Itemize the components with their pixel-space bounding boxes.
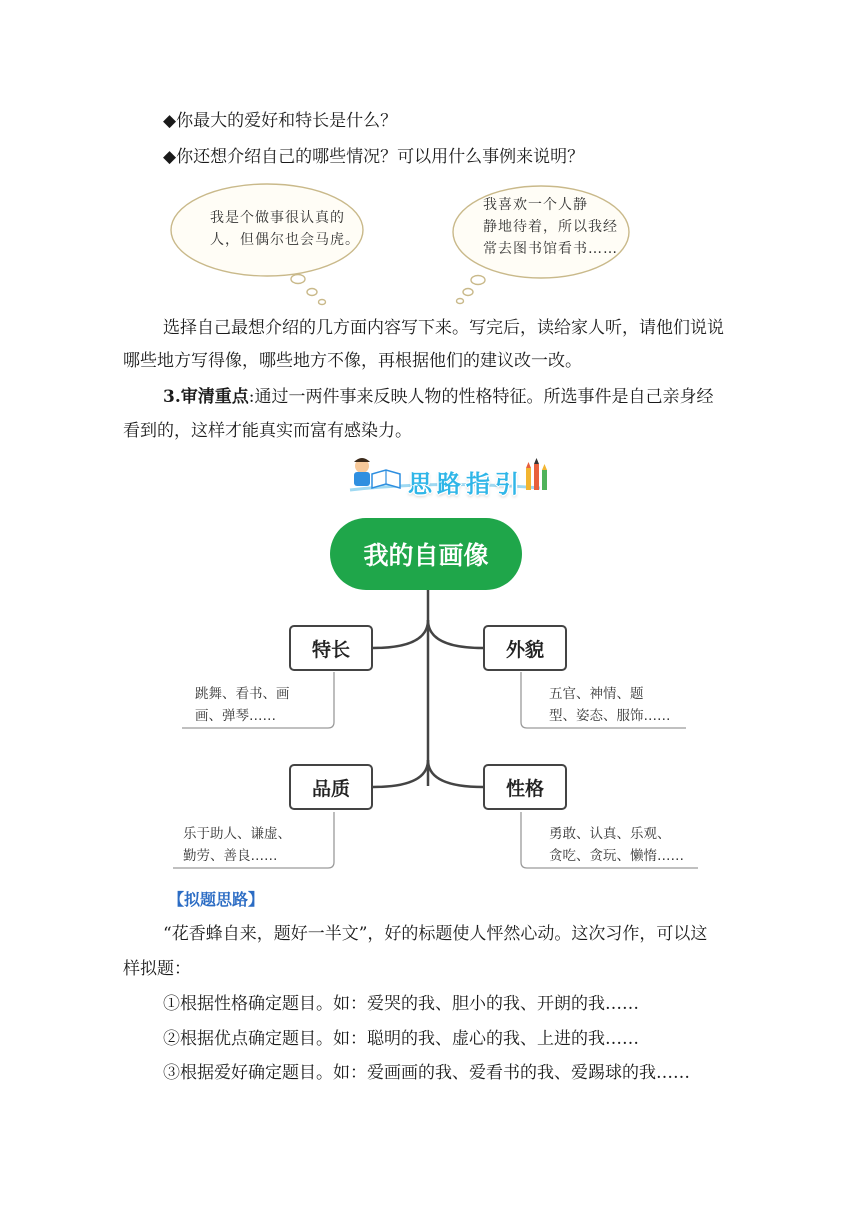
focus-number: 3. [163, 387, 181, 407]
focus-text: :通过一两件事来反映人物的性格特征。所选事件是自己亲身经 [248, 387, 714, 407]
mindmap-node-character: 品质 [289, 764, 373, 810]
mindmap-node-specialty: 特长 [289, 625, 373, 671]
mindmap-node-appearance: 外貌 [483, 625, 567, 671]
mindmap-root: 我的自画像 [330, 518, 522, 590]
mindmap-note-specialty-2: 画、弹琴…… [195, 708, 276, 724]
instruction-line-1: 选择自己最想介绍的几方面内容写下来。写完后，读给家人听，请他们说说 [163, 318, 724, 338]
mindmap-note-character-1: 乐于助人、谦虚、 [183, 826, 291, 842]
mindmap-note-specialty-1: 跳舞、看书、画 [195, 686, 290, 702]
mindmap-note-character-2: 勤劳、善良…… [183, 848, 278, 864]
mindmap-note-appearance-1: 五官、神情、题 [549, 686, 644, 702]
title-intro-line-1: “花香蜂自来，题好一半文”，好的标题使人怦然心动。这次习作，可以这 [163, 924, 708, 944]
focus-line-2: 看到的，这样才能真实而富有感染力。 [123, 421, 412, 441]
focus-label: 审清重点 [180, 387, 249, 407]
title-method-3: ③根据爱好确定题目。如：爱画画的我、爱看书的我、爱踢球的我…… [163, 1063, 690, 1083]
cloud-left-text: 我是个做事很认真的 人，但偶尔也会马虎。 [210, 210, 360, 248]
mindmap-note-personality-1: 勇敢、认真、乐观、 [549, 826, 671, 842]
banner-title: 思路指引 [408, 470, 524, 498]
mindmap-note-appearance-2: 型、姿态、服饰…… [549, 708, 671, 724]
title-method-1: ①根据性格确定题目。如：爱哭的我、胆小的我、开朗的我…… [163, 994, 639, 1014]
title-method-2: ②根据优点确定题目。如：聪明的我、虚心的我、上进的我…… [163, 1029, 639, 1049]
mindmap-note-personality-2: 贪吃、贪玩、懒惰…… [549, 848, 684, 864]
question-more-info: ◆你还想介绍自己的哪些情况？可以用什么事例来说明？ [163, 147, 585, 167]
section-heading: 【拟题思路】 [168, 890, 265, 909]
instruction-line-2: 哪些地方写得像，哪些地方不像，再根据他们的建议改一改。 [123, 351, 582, 371]
question-hobby: ◆你最大的爱好和特长是什么？ [163, 111, 398, 131]
cloud-right-text: 我喜欢一个人静 静地待着，所以我经 常去图书馆看书…… [483, 197, 618, 257]
title-intro-line-2: 样拟题： [123, 959, 191, 979]
mindmap-node-personality: 性格 [483, 764, 567, 810]
